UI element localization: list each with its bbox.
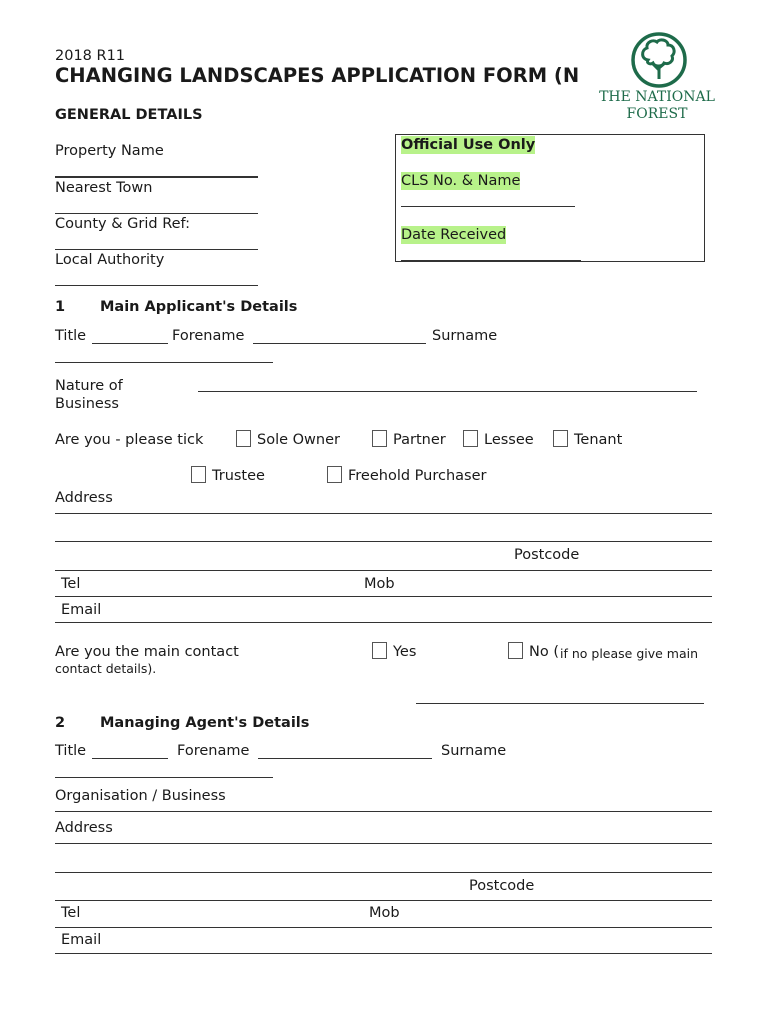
official-use-heading: Official Use Only — [401, 137, 536, 153]
form-title: CHANGING LANDSCAPES APPLICATION FORM (N — [55, 64, 580, 87]
general-details-heading: GENERAL DETAILS — [55, 107, 203, 123]
applicant-tel-mob-field[interactable] — [55, 596, 712, 597]
agent-postcode-label: Postcode — [469, 878, 535, 894]
local-authority-field[interactable] — [55, 285, 258, 286]
property-name-label: Property Name — [55, 143, 164, 159]
agent-surname-label: Surname — [441, 743, 507, 759]
agent-forename-label: Forename — [177, 743, 250, 759]
applicant-mob-label: Mob — [364, 576, 395, 592]
agent-forename-field[interactable] — [258, 758, 432, 759]
tenant-label: Tenant — [574, 432, 623, 448]
property-name-field[interactable] — [55, 176, 258, 178]
form-reference: 2018 R11 — [55, 48, 126, 64]
section-2-heading: Managing Agent's Details — [100, 715, 310, 731]
contact-details-label: contact details). — [55, 661, 157, 676]
national-forest-logo — [592, 30, 722, 125]
applicant-title-label: Title — [55, 328, 87, 344]
logo-line-2: FOREST — [626, 106, 688, 122]
agent-postcode-field[interactable] — [55, 900, 712, 901]
agent-surname-field[interactable] — [55, 777, 273, 778]
section-2-number: 2 — [55, 715, 66, 731]
cls-label: CLS No. & Name — [401, 173, 521, 189]
county-grid-field[interactable] — [55, 249, 258, 250]
are-you-label: Are you - please tick — [55, 432, 204, 448]
section-1-number: 1 — [55, 299, 66, 315]
applicant-address-line-2[interactable] — [55, 541, 712, 542]
partner-checkbox[interactable] — [372, 430, 387, 447]
agent-address-line-1[interactable] — [55, 843, 712, 844]
agent-tel-mob-field[interactable] — [55, 927, 712, 928]
lessee-checkbox[interactable] — [463, 430, 478, 447]
applicant-forename-field[interactable] — [253, 343, 426, 344]
agent-title-field[interactable] — [92, 758, 168, 759]
applicant-address-line-1[interactable] — [55, 513, 712, 514]
local-authority-label: Local Authority — [55, 252, 165, 268]
main-contact-yes-checkbox[interactable] — [372, 642, 387, 659]
main-contact-no-label: No ( — [529, 644, 559, 660]
applicant-surname-field[interactable] — [55, 362, 273, 363]
applicant-email-field[interactable] — [55, 622, 712, 623]
lessee-label: Lessee — [484, 432, 534, 448]
applicant-postcode-field[interactable] — [55, 570, 712, 571]
main-contact-no-checkbox[interactable] — [508, 642, 523, 659]
nature-of-business-label-1: Nature of — [55, 378, 123, 394]
applicant-forename-label: Forename — [172, 328, 245, 344]
applicant-address-label: Address — [55, 490, 113, 506]
main-contact-no-note: if no please give main — [560, 646, 699, 661]
trustee-label: Trustee — [212, 468, 265, 484]
date-received-label: Date Received — [401, 227, 507, 243]
tree-icon — [629, 30, 689, 90]
sole-owner-label: Sole Owner — [257, 432, 340, 448]
applicant-title-field[interactable] — [92, 343, 168, 344]
agent-tel-label: Tel — [61, 905, 81, 921]
agent-organisation-field[interactable] — [55, 811, 712, 812]
logo-line-1: THE NATIONAL — [599, 89, 715, 105]
applicant-tel-label: Tel — [61, 576, 81, 592]
trustee-checkbox[interactable] — [191, 466, 206, 483]
cls-field[interactable] — [401, 206, 575, 207]
freehold-purchaser-checkbox[interactable] — [327, 466, 342, 483]
applicant-email-label: Email — [61, 602, 102, 618]
agent-email-field[interactable] — [55, 953, 712, 954]
agent-mob-label: Mob — [369, 905, 400, 921]
agent-email-label: Email — [61, 932, 102, 948]
date-received-field[interactable] — [401, 260, 581, 261]
agent-title-label: Title — [55, 743, 87, 759]
main-contact-yes-label: Yes — [393, 644, 417, 660]
nature-of-business-label-2: Business — [55, 396, 119, 412]
nature-of-business-field[interactable] — [198, 391, 697, 392]
agent-organisation-label: Organisation / Business — [55, 788, 226, 804]
applicant-postcode-label: Postcode — [514, 547, 580, 563]
partner-label: Partner — [393, 432, 446, 448]
section-1-heading: Main Applicant's Details — [100, 299, 298, 315]
agent-address-line-2[interactable] — [55, 872, 712, 873]
nearest-town-label: Nearest Town — [55, 180, 153, 196]
main-contact-label: Are you the main contact — [55, 644, 239, 660]
nearest-town-field[interactable] — [55, 213, 258, 214]
agent-address-label: Address — [55, 820, 113, 836]
applicant-surname-label: Surname — [432, 328, 498, 344]
county-grid-label: County & Grid Ref: — [55, 216, 191, 232]
tenant-checkbox[interactable] — [553, 430, 568, 447]
sole-owner-checkbox[interactable] — [236, 430, 251, 447]
freehold-purchaser-label: Freehold Purchaser — [348, 468, 487, 484]
main-contact-details-field[interactable] — [416, 703, 704, 704]
